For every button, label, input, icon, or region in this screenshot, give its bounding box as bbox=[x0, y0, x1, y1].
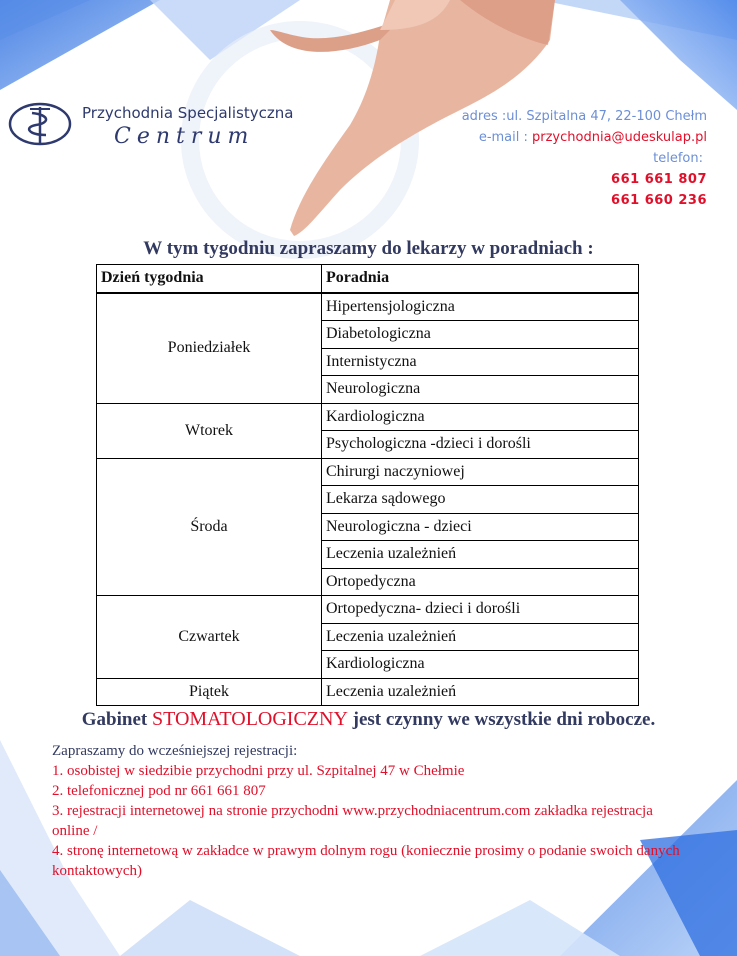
clinic-cell: Kardiologiczna bbox=[322, 651, 639, 679]
dental-notice bbox=[0, 708, 737, 731]
email-label: e-mail : bbox=[478, 130, 533, 145]
column-header-day: Dzień tygodnia bbox=[97, 265, 322, 293]
clinic-cell: Diabetologiczna bbox=[322, 321, 639, 349]
day-cell: Środa bbox=[97, 458, 322, 596]
address-line bbox=[462, 106, 707, 127]
registration-item: 1. osobistej w siedzibie przychodni przy ul. Szpitalnej 47 w Chełmie bbox=[52, 763, 465, 779]
table-row bbox=[97, 458, 639, 486]
registration-intro: Zapraszamy do wcześniejszej rejestracji: bbox=[52, 743, 298, 759]
clinic-cell: Psychologiczna -dzieci i dorośli bbox=[322, 431, 639, 459]
dental-prefix: Gabinet bbox=[81, 709, 152, 730]
phone-label: telefon: bbox=[653, 151, 703, 166]
brand-subtitle: Centrum bbox=[114, 124, 255, 149]
address-value: ul. Szpitalna 47, 22-100 Chełm bbox=[506, 109, 707, 124]
day-cell: Piątek bbox=[97, 678, 322, 706]
table-row bbox=[97, 596, 639, 624]
clinic-cell: Chirurgi naczyniowej bbox=[322, 458, 639, 486]
clinic-cell: Hipertensjologiczna bbox=[322, 293, 639, 321]
column-header-clinic: Poradnia bbox=[322, 265, 639, 293]
phone-number-1: 661 661 807 bbox=[611, 172, 707, 187]
dental-highlight: STOMATOLOGICZNY bbox=[151, 708, 348, 730]
brand-title: Przychodnia Specjalistyczna bbox=[82, 104, 294, 122]
clinic-cell: Ortopedyczna- dzieci i dorośli bbox=[322, 596, 639, 624]
clinic-cell: Neurologiczna bbox=[322, 376, 639, 404]
day-cell: Wtorek bbox=[97, 403, 322, 458]
clinic-logo-icon bbox=[6, 99, 74, 149]
email-line bbox=[462, 127, 707, 148]
registration-info bbox=[52, 741, 692, 881]
registration-item: 2. telefonicznej pod nr 661 661 807 bbox=[52, 783, 266, 799]
phone-number-2: 661 660 236 bbox=[611, 193, 707, 208]
schedule-heading: W tym tygodniu zapraszamy do lekarzy w poradniach : bbox=[143, 238, 594, 259]
clinic-cell: Leczenia uzależnień bbox=[322, 541, 639, 569]
email-value[interactable]: przychodnia@udeskulap.pl bbox=[532, 130, 707, 145]
address-label: adres : bbox=[461, 109, 507, 124]
clinic-cell: Leczenia uzależnień bbox=[322, 678, 639, 706]
table-row bbox=[97, 403, 639, 431]
clinic-cell: Ortopedyczna bbox=[322, 568, 639, 596]
clinic-cell: Kardiologiczna bbox=[322, 403, 639, 431]
clinic-cell: Lekarza sądowego bbox=[322, 486, 639, 514]
day-cell: Poniedziałek bbox=[97, 293, 322, 404]
table-header-row bbox=[97, 265, 639, 293]
clinic-cell: Internistyczna bbox=[322, 348, 639, 376]
schedule-table bbox=[96, 264, 639, 706]
clinic-cell: Neurologiczna - dzieci bbox=[322, 513, 639, 541]
dental-suffix: jest czynny we wszystkie dni robocze. bbox=[347, 709, 656, 730]
registration-item: 3. rejestracji internetowej na stronie przychodni www.przychodniacentrum.com zakładka rejestracja online / bbox=[52, 803, 653, 839]
table-row bbox=[97, 293, 639, 321]
registration-item: 4. stronę internetową w zakładce w prawym dolnym rogu (koniecznie prosimy o podanie swoich danych kontaktowych) bbox=[52, 843, 680, 879]
clinic-cell: Leczenia uzależnień bbox=[322, 623, 639, 651]
table-row bbox=[97, 678, 639, 706]
contact-block bbox=[462, 106, 707, 211]
day-cell: Czwartek bbox=[97, 596, 322, 679]
